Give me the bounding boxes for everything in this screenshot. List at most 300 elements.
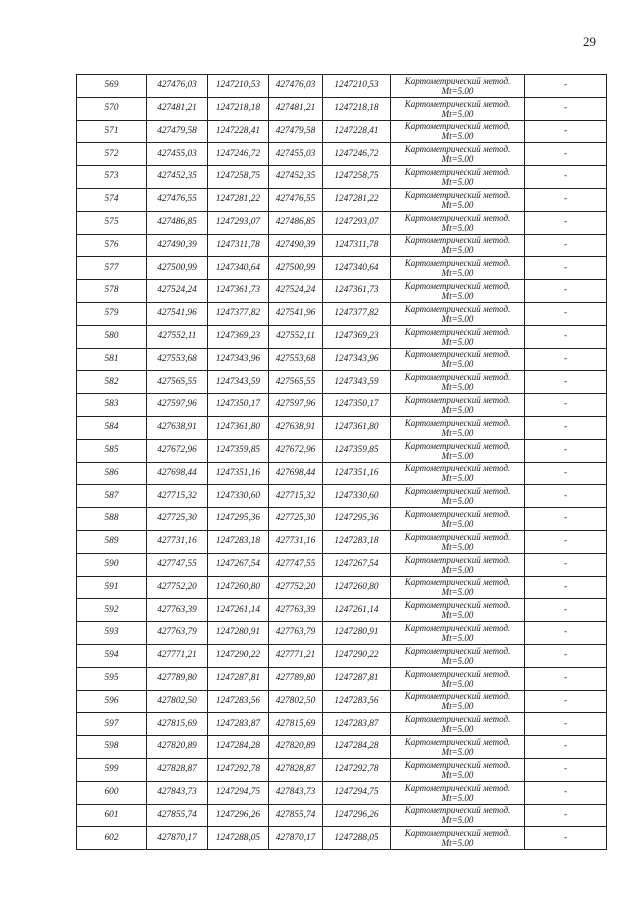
y-coordinate-cell: 1247369,23	[208, 325, 269, 348]
method-name: Картометрический метод.	[404, 326, 511, 337]
method-precision: Mt=5.00	[441, 359, 474, 370]
table-row	[77, 234, 607, 257]
x-coordinate-cell: 427802,50	[147, 690, 208, 713]
x-coordinate-existing-cell: 427802,50	[269, 690, 323, 713]
point-number-cell: 594	[77, 644, 147, 667]
x-coordinate-cell: 427565,55	[147, 371, 208, 394]
x-coordinate-cell: 427789,80	[147, 667, 208, 690]
table-row	[77, 485, 607, 508]
x-coordinate-existing-cell: 427843,73	[269, 781, 323, 804]
point-number-cell: 597	[77, 713, 147, 736]
y-coordinate-cell: 1247361,80	[208, 416, 269, 439]
x-coordinate-cell: 427715,32	[147, 485, 208, 508]
method-precision: Mt=5.00	[441, 633, 474, 644]
description-cell: -	[525, 348, 607, 371]
description-cell: -	[525, 234, 607, 257]
method-name: Картометрический метод.	[404, 258, 511, 269]
x-coordinate-cell: 427843,73	[147, 781, 208, 804]
table-row	[77, 644, 607, 667]
method-cell	[391, 325, 525, 348]
method-cell	[391, 485, 525, 508]
point-number-cell: 580	[77, 325, 147, 348]
y-coordinate-existing-cell: 1247350,17	[323, 394, 391, 417]
method-cell	[391, 188, 525, 211]
description-cell: -	[525, 302, 607, 325]
y-coordinate-cell: 1247292,78	[208, 758, 269, 781]
y-coordinate-cell: 1247210,53	[208, 75, 269, 98]
y-coordinate-cell: 1247283,87	[208, 713, 269, 736]
y-coordinate-cell: 1247294,75	[208, 781, 269, 804]
point-number-cell: 581	[77, 348, 147, 371]
x-coordinate-cell: 427476,03	[147, 75, 208, 98]
table-row	[77, 781, 607, 804]
table-row	[77, 143, 607, 166]
point-number-cell: 584	[77, 416, 147, 439]
x-coordinate-cell: 427541,96	[147, 302, 208, 325]
method-precision: Mt=5.00	[441, 199, 474, 210]
description-cell: -	[525, 394, 607, 417]
y-coordinate-cell: 1247260,80	[208, 576, 269, 599]
y-coordinate-existing-cell: 1247330,60	[323, 485, 391, 508]
y-coordinate-existing-cell: 1247246,72	[323, 143, 391, 166]
method-cell	[391, 804, 525, 827]
point-number-cell: 591	[77, 576, 147, 599]
point-number-cell: 574	[77, 188, 147, 211]
y-coordinate-existing-cell: 1247267,54	[323, 553, 391, 576]
method-cell	[391, 690, 525, 713]
y-coordinate-existing-cell: 1247294,75	[323, 781, 391, 804]
method-precision: Mt=5.00	[441, 450, 474, 461]
method-cell	[391, 120, 525, 143]
table-row	[77, 736, 607, 759]
method-precision: Mt=5.00	[441, 108, 474, 119]
method-cell	[391, 508, 525, 531]
x-coordinate-existing-cell: 427541,96	[269, 302, 323, 325]
table-row	[77, 211, 607, 234]
table-row	[77, 120, 607, 143]
x-coordinate-cell: 427452,35	[147, 166, 208, 189]
table-row	[77, 576, 607, 599]
description-cell: -	[525, 97, 607, 120]
point-number-cell: 593	[77, 622, 147, 645]
x-coordinate-existing-cell: 427763,39	[269, 599, 323, 622]
method-cell	[391, 280, 525, 303]
method-precision: Mt=5.00	[441, 541, 474, 552]
method-cell	[391, 371, 525, 394]
method-precision: Mt=5.00	[441, 405, 474, 416]
x-coordinate-existing-cell: 427597,96	[269, 394, 323, 417]
table-row	[77, 371, 607, 394]
x-coordinate-existing-cell: 427715,32	[269, 485, 323, 508]
description-cell: -	[525, 713, 607, 736]
y-coordinate-cell: 1247293,07	[208, 211, 269, 234]
y-coordinate-cell: 1247350,17	[208, 394, 269, 417]
y-coordinate-cell: 1247283,56	[208, 690, 269, 713]
description-cell: -	[525, 166, 607, 189]
table-row	[77, 508, 607, 531]
y-coordinate-existing-cell: 1247343,96	[323, 348, 391, 371]
y-coordinate-existing-cell: 1247288,05	[323, 827, 391, 850]
method-name: Картометрический метод.	[404, 509, 511, 520]
method-cell	[391, 553, 525, 576]
point-number-cell: 573	[77, 166, 147, 189]
method-cell	[391, 667, 525, 690]
y-coordinate-cell: 1247246,72	[208, 143, 269, 166]
y-coordinate-existing-cell: 1247292,78	[323, 758, 391, 781]
coordinates-table	[76, 74, 607, 850]
method-precision: Mt=5.00	[441, 792, 474, 803]
y-coordinate-existing-cell: 1247283,87	[323, 713, 391, 736]
x-coordinate-cell: 427752,20	[147, 576, 208, 599]
method-name: Картометрический метод.	[404, 668, 511, 679]
point-number-cell: 576	[77, 234, 147, 257]
method-name: Картометрический метод.	[404, 167, 511, 178]
x-coordinate-existing-cell: 427565,55	[269, 371, 323, 394]
y-coordinate-cell: 1247281,22	[208, 188, 269, 211]
method-name: Картометрический метод.	[404, 144, 511, 155]
table-row	[77, 280, 607, 303]
method-cell	[391, 644, 525, 667]
method-name: Картометрический метод.	[404, 98, 511, 109]
method-name: Картометрический метод.	[404, 486, 511, 497]
method-name: Картометрический метод.	[404, 349, 511, 360]
y-coordinate-cell: 1247261,14	[208, 599, 269, 622]
method-name: Картометрический метод.	[404, 463, 511, 474]
x-coordinate-cell: 427481,21	[147, 97, 208, 120]
y-coordinate-cell: 1247287,81	[208, 667, 269, 690]
method-precision: Mt=5.00	[441, 85, 474, 96]
method-cell	[391, 530, 525, 553]
method-cell	[391, 211, 525, 234]
description-cell: -	[525, 644, 607, 667]
table-row	[77, 348, 607, 371]
description-cell: -	[525, 622, 607, 645]
table-row	[77, 599, 607, 622]
x-coordinate-cell: 427672,96	[147, 439, 208, 462]
description-cell: -	[525, 188, 607, 211]
method-cell	[391, 257, 525, 280]
description-cell: -	[525, 485, 607, 508]
description-cell: -	[525, 827, 607, 850]
x-coordinate-existing-cell: 427481,21	[269, 97, 323, 120]
x-coordinate-cell: 427771,21	[147, 644, 208, 667]
method-name: Картометрический метод.	[404, 235, 511, 246]
point-number-cell: 587	[77, 485, 147, 508]
method-precision: Mt=5.00	[441, 268, 474, 279]
x-coordinate-cell: 427747,55	[147, 553, 208, 576]
table-row	[77, 257, 607, 280]
method-precision: Mt=5.00	[441, 815, 474, 826]
y-coordinate-existing-cell: 1247228,41	[323, 120, 391, 143]
x-coordinate-existing-cell: 427638,91	[269, 416, 323, 439]
x-coordinate-existing-cell: 427747,55	[269, 553, 323, 576]
method-name: Картометрический метод.	[404, 189, 511, 200]
method-precision: Mt=5.00	[441, 154, 474, 165]
y-coordinate-existing-cell: 1247283,56	[323, 690, 391, 713]
description-cell: -	[525, 599, 607, 622]
method-name: Картометрический метод.	[404, 759, 511, 770]
x-coordinate-cell: 427870,17	[147, 827, 208, 850]
y-coordinate-existing-cell: 1247311,78	[323, 234, 391, 257]
point-number-cell: 599	[77, 758, 147, 781]
description-cell: -	[525, 462, 607, 485]
method-precision: Mt=5.00	[441, 291, 474, 302]
method-cell	[391, 348, 525, 371]
y-coordinate-existing-cell: 1247218,18	[323, 97, 391, 120]
method-cell	[391, 143, 525, 166]
method-cell	[391, 781, 525, 804]
x-coordinate-existing-cell: 427870,17	[269, 827, 323, 850]
x-coordinate-existing-cell: 427500,99	[269, 257, 323, 280]
x-coordinate-existing-cell: 427828,87	[269, 758, 323, 781]
method-name: Картометрический метод.	[404, 303, 511, 314]
table-row	[77, 439, 607, 462]
method-precision: Mt=5.00	[441, 222, 474, 233]
point-number-cell: 570	[77, 97, 147, 120]
method-cell	[391, 166, 525, 189]
y-coordinate-existing-cell: 1247281,22	[323, 188, 391, 211]
description-cell: -	[525, 371, 607, 394]
description-cell: -	[525, 439, 607, 462]
x-coordinate-cell: 427479,58	[147, 120, 208, 143]
x-coordinate-existing-cell: 427698,44	[269, 462, 323, 485]
x-coordinate-existing-cell: 427731,16	[269, 530, 323, 553]
y-coordinate-existing-cell: 1247293,07	[323, 211, 391, 234]
y-coordinate-existing-cell: 1247261,14	[323, 599, 391, 622]
x-coordinate-existing-cell: 427552,11	[269, 325, 323, 348]
y-coordinate-existing-cell: 1247361,73	[323, 280, 391, 303]
method-name: Картометрический метод.	[404, 440, 511, 451]
x-coordinate-existing-cell: 427752,20	[269, 576, 323, 599]
method-precision: Mt=5.00	[441, 473, 474, 484]
table-row	[77, 325, 607, 348]
y-coordinate-existing-cell: 1247296,26	[323, 804, 391, 827]
y-coordinate-cell: 1247218,18	[208, 97, 269, 120]
y-coordinate-existing-cell: 1247287,81	[323, 667, 391, 690]
table-row	[77, 690, 607, 713]
x-coordinate-cell: 427524,24	[147, 280, 208, 303]
table-row	[77, 622, 607, 645]
method-precision: Mt=5.00	[441, 769, 474, 780]
method-name: Картометрический метод.	[404, 554, 511, 565]
method-precision: Mt=5.00	[441, 336, 474, 347]
method-precision: Mt=5.00	[441, 724, 474, 735]
table-row	[77, 75, 607, 98]
y-coordinate-cell: 1247330,60	[208, 485, 269, 508]
point-number-cell: 575	[77, 211, 147, 234]
y-coordinate-cell: 1247288,05	[208, 827, 269, 850]
y-coordinate-cell: 1247280,91	[208, 622, 269, 645]
method-precision: Mt=5.00	[441, 382, 474, 393]
method-cell	[391, 462, 525, 485]
table-row	[77, 462, 607, 485]
y-coordinate-cell: 1247340,64	[208, 257, 269, 280]
method-name: Картометрический метод.	[404, 645, 511, 656]
x-coordinate-cell: 427828,87	[147, 758, 208, 781]
point-number-cell: 579	[77, 302, 147, 325]
point-number-cell: 582	[77, 371, 147, 394]
x-coordinate-existing-cell: 427486,85	[269, 211, 323, 234]
method-name: Картометрический метод.	[404, 417, 511, 428]
description-cell: -	[525, 75, 607, 98]
point-number-cell: 592	[77, 599, 147, 622]
method-name: Картометрический метод.	[404, 577, 511, 588]
x-coordinate-cell: 427698,44	[147, 462, 208, 485]
method-precision: Mt=5.00	[441, 245, 474, 256]
x-coordinate-existing-cell: 427815,69	[269, 713, 323, 736]
method-name: Картометрический метод.	[404, 372, 511, 383]
point-number-cell: 598	[77, 736, 147, 759]
method-precision: Mt=5.00	[441, 838, 474, 849]
page-number: 29	[583, 34, 596, 49]
method-cell	[391, 622, 525, 645]
x-coordinate-cell: 427486,85	[147, 211, 208, 234]
point-number-cell: 596	[77, 690, 147, 713]
y-coordinate-cell: 1247290,22	[208, 644, 269, 667]
point-number-cell: 577	[77, 257, 147, 280]
x-coordinate-cell: 427490,39	[147, 234, 208, 257]
method-name: Картометрический метод.	[404, 121, 511, 132]
method-name: Картометрический метод.	[404, 714, 511, 725]
method-cell	[391, 394, 525, 417]
point-number-cell: 586	[77, 462, 147, 485]
x-coordinate-cell: 427553,68	[147, 348, 208, 371]
y-coordinate-cell: 1247351,16	[208, 462, 269, 485]
x-coordinate-cell: 427476,55	[147, 188, 208, 211]
point-number-cell: 569	[77, 75, 147, 98]
method-name: Картометрический метод.	[404, 395, 511, 406]
x-coordinate-existing-cell: 427476,03	[269, 75, 323, 98]
description-cell: -	[525, 576, 607, 599]
y-coordinate-cell: 1247343,59	[208, 371, 269, 394]
description-cell: -	[525, 257, 607, 280]
method-precision: Mt=5.00	[441, 701, 474, 712]
x-coordinate-existing-cell: 427672,96	[269, 439, 323, 462]
method-cell	[391, 234, 525, 257]
method-precision: Mt=5.00	[441, 131, 474, 142]
x-coordinate-existing-cell: 427771,21	[269, 644, 323, 667]
x-coordinate-existing-cell: 427490,39	[269, 234, 323, 257]
x-coordinate-existing-cell: 427479,58	[269, 120, 323, 143]
table-row	[77, 166, 607, 189]
y-coordinate-existing-cell: 1247290,22	[323, 644, 391, 667]
y-coordinate-cell: 1247361,73	[208, 280, 269, 303]
point-number-cell: 588	[77, 508, 147, 531]
point-number-cell: 600	[77, 781, 147, 804]
method-cell	[391, 75, 525, 98]
y-coordinate-existing-cell: 1247340,64	[323, 257, 391, 280]
table-row	[77, 188, 607, 211]
description-cell: -	[525, 325, 607, 348]
table-row	[77, 553, 607, 576]
method-precision: Mt=5.00	[441, 313, 474, 324]
method-name: Картометрический метод.	[404, 212, 511, 223]
point-number-cell: 572	[77, 143, 147, 166]
method-precision: Mt=5.00	[441, 610, 474, 621]
method-name: Картометрический метод.	[404, 805, 511, 816]
y-coordinate-existing-cell: 1247260,80	[323, 576, 391, 599]
method-precision: Mt=5.00	[441, 427, 474, 438]
x-coordinate-cell: 427763,39	[147, 599, 208, 622]
method-cell	[391, 713, 525, 736]
y-coordinate-cell: 1247283,18	[208, 530, 269, 553]
method-precision: Mt=5.00	[441, 519, 474, 530]
method-name: Картометрический метод.	[404, 828, 511, 839]
y-coordinate-cell: 1247284,28	[208, 736, 269, 759]
point-number-cell: 578	[77, 280, 147, 303]
description-cell: -	[525, 120, 607, 143]
description-cell: -	[525, 416, 607, 439]
y-coordinate-existing-cell: 1247343,59	[323, 371, 391, 394]
method-precision: Mt=5.00	[441, 177, 474, 188]
description-cell: -	[525, 804, 607, 827]
method-precision: Mt=5.00	[441, 496, 474, 507]
x-coordinate-cell: 427500,99	[147, 257, 208, 280]
y-coordinate-existing-cell: 1247361,80	[323, 416, 391, 439]
x-coordinate-cell: 427552,11	[147, 325, 208, 348]
x-coordinate-existing-cell: 427553,68	[269, 348, 323, 371]
point-number-cell: 571	[77, 120, 147, 143]
description-cell: -	[525, 280, 607, 303]
y-coordinate-cell: 1247258,75	[208, 166, 269, 189]
method-cell	[391, 416, 525, 439]
description-cell: -	[525, 781, 607, 804]
method-precision: Mt=5.00	[441, 655, 474, 666]
method-name: Картометрический метод.	[404, 600, 511, 611]
table-row	[77, 394, 607, 417]
method-precision: Mt=5.00	[441, 678, 474, 689]
method-cell	[391, 576, 525, 599]
table-row	[77, 530, 607, 553]
method-precision: Mt=5.00	[441, 747, 474, 757]
method-cell	[391, 439, 525, 462]
x-coordinate-existing-cell: 427452,35	[269, 166, 323, 189]
table-row	[77, 416, 607, 439]
method-cell	[391, 97, 525, 120]
point-number-cell: 585	[77, 439, 147, 462]
x-coordinate-existing-cell: 427476,55	[269, 188, 323, 211]
table-row	[77, 667, 607, 690]
description-cell: -	[525, 690, 607, 713]
y-coordinate-existing-cell: 1247377,82	[323, 302, 391, 325]
method-cell	[391, 736, 525, 759]
y-coordinate-cell: 1247267,54	[208, 553, 269, 576]
y-coordinate-cell: 1247359,85	[208, 439, 269, 462]
table-row	[77, 804, 607, 827]
description-cell: -	[525, 211, 607, 234]
method-name: Картометрический метод.	[404, 281, 511, 292]
x-coordinate-cell: 427820,89	[147, 736, 208, 759]
point-number-cell: 589	[77, 530, 147, 553]
method-precision: Mt=5.00	[441, 564, 474, 575]
description-cell: -	[525, 667, 607, 690]
method-name: Картометрический метод.	[404, 623, 511, 634]
method-name: Картометрический метод.	[404, 782, 511, 793]
y-coordinate-cell: 1247343,96	[208, 348, 269, 371]
method-cell	[391, 302, 525, 325]
x-coordinate-existing-cell: 427855,74	[269, 804, 323, 827]
x-coordinate-cell: 427638,91	[147, 416, 208, 439]
point-number-cell: 601	[77, 804, 147, 827]
table-row	[77, 97, 607, 120]
x-coordinate-existing-cell: 427455,03	[269, 143, 323, 166]
y-coordinate-existing-cell: 1247283,18	[323, 530, 391, 553]
x-coordinate-cell: 427763,79	[147, 622, 208, 645]
x-coordinate-cell: 427855,74	[147, 804, 208, 827]
method-name: Картометрический метод.	[404, 737, 511, 747]
method-cell	[391, 599, 525, 622]
x-coordinate-cell: 427815,69	[147, 713, 208, 736]
